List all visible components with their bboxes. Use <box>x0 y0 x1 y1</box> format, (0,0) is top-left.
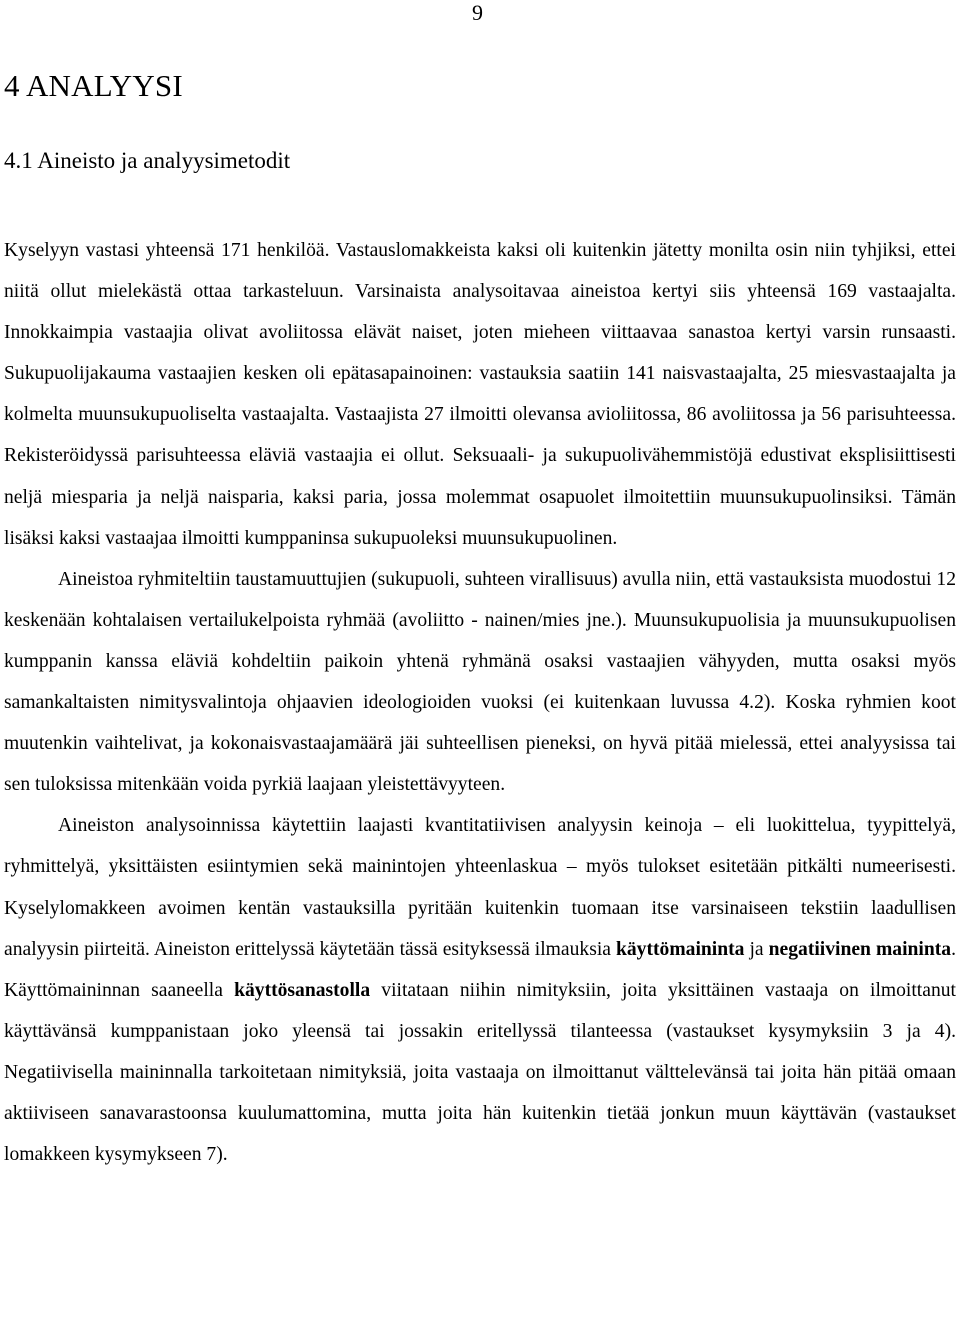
paragraph-3-text-b: ja <box>744 938 769 960</box>
chapter-title: 4 ANALYYSI <box>4 68 183 103</box>
paragraph-3-text-d: viitataan niihin nimityksiin, joita yksittäinen vastaaja on ilmoittanut käyttävänsä kumppanistaan joko yleensä tai jossakin eritellyssä tilanteessa (vastaukset kysymyksiin 3 ja 4). Negatiivisella maininnalla tarkoitetaan nimityksiä, joita vastaaja on ilmoittanut välttelevänsä tai joita hän pitää omaan aktiiviseen sanavarastoonsa kuulumattomina, mutta joita hän kuitenkin tietää jonkun muun käyttävän (vastaukset lomakkeen kysymykseen 7). <box>4 979 956 1166</box>
page-number: 9 <box>472 0 483 25</box>
term-kayttosanasto: käyttösanastolla <box>234 979 371 1001</box>
paragraph-2: Aineistoa ryhmiteltiin taustamuuttujien (sukupuoli, suhteen virallisuus) avulla niin, että vastauksista muodostui 12 keskenään kohtalaisen vertailukelpoista ryhmää (avoliitto - nainen/mies jne.). Muunsukupuolisia ja muunsukupuolisen kumppanin kanssa eläviä kohdeltiin paikoin yhtenä ryhmänä osaksi vastaajien vähyyden, mutta osaksi myös samankaltaisten nimitysvalintoja ohjaavien ideologioiden vuoksi (ei kuitenkaan luvussa 4.2). Koska ryhmien koot muutenkin vaihtelivat, ja kokonaisvastaajamäärä jäi suhteellisen pieneksi, on hyvä pitää mielessä, ettei analyysissa tai sen tuloksissa mitenkään voida pyrkiä laajaan yleistettävyyteen. <box>4 568 956 796</box>
paragraph-1: Kyselyyn vastasi yhteensä 171 henkilöä. Vastauslomakkeista kaksi oli kuitenkin jätetty monilta osin niin tyhjiksi, ettei niitä ollut mielekästä ottaa tarkasteluun. Varsinaista analysoitavaa aineistoa kertyi siis yhteensä 169 vastaajalta. Innokkaimpia vastaajia olivat avoliitossa elävät naiset, joten mieheen viittaavaa sanastoa kertyi varsin runsaasti. Sukupuolijakauma vastaajien kesken oli epätasapainoinen: vastauksia saatiin 141 naisvastaajalta, 25 miesvastaajalta ja kolmelta muunsukupuoliselta vastaajalta. Vastaajista 27 ilmoitti olevansa avioliitossa, 86 avoliitossa ja 56 parisuhteessa. Rekisteröidyssä parisuhteessa eläviä vastaajia ei ollut. Seksuaali- ja sukupuolivähemmistöjä edustivat eksplisiittisesti neljä miesparia ja neljä naisparia, kaksi paria, jossa molemmat osapuolet ilmoitettiin muunsukupuolinsiksi. Tämän lisäksi kaksi vastaajaa ilmoitti kumppaninsa sukupuoleksi muunsukupuolinen. <box>4 240 956 549</box>
paragraph-3-text-a: Aineiston analysoinnissa käytettiin laajasti kvantitatiivisen analyysin keinoja – eli luokittelua, tyypittelyä, ryhmittelyä, yksittäisten esiintymien sekä mainintojen yhteenlaskua – myös tulokset esitetään pitkälti numeerisesti. Kyselylomakkeen avoimen kentän vastauksilla pyritään kuitenkin tuomaan itse varsinaiseen tekstiin laadullisen analyysin piirteitä. Aineiston erittelyssä käytetään tässä esityksessä ilmauksia <box>4 815 956 960</box>
body-text <box>4 230 956 1175</box>
term-kayttomaininta: käyttömaininta <box>615 938 745 960</box>
term-negatiivinen-maininta: negatiivinen maininta <box>768 938 952 960</box>
paragraph-3-text-c: . Käyttömaininnan saaneella <box>4 938 956 1001</box>
paragraph-3 <box>4 805 956 1175</box>
section-title: 4.1 Aineisto ja analyysimetodit <box>4 148 291 173</box>
